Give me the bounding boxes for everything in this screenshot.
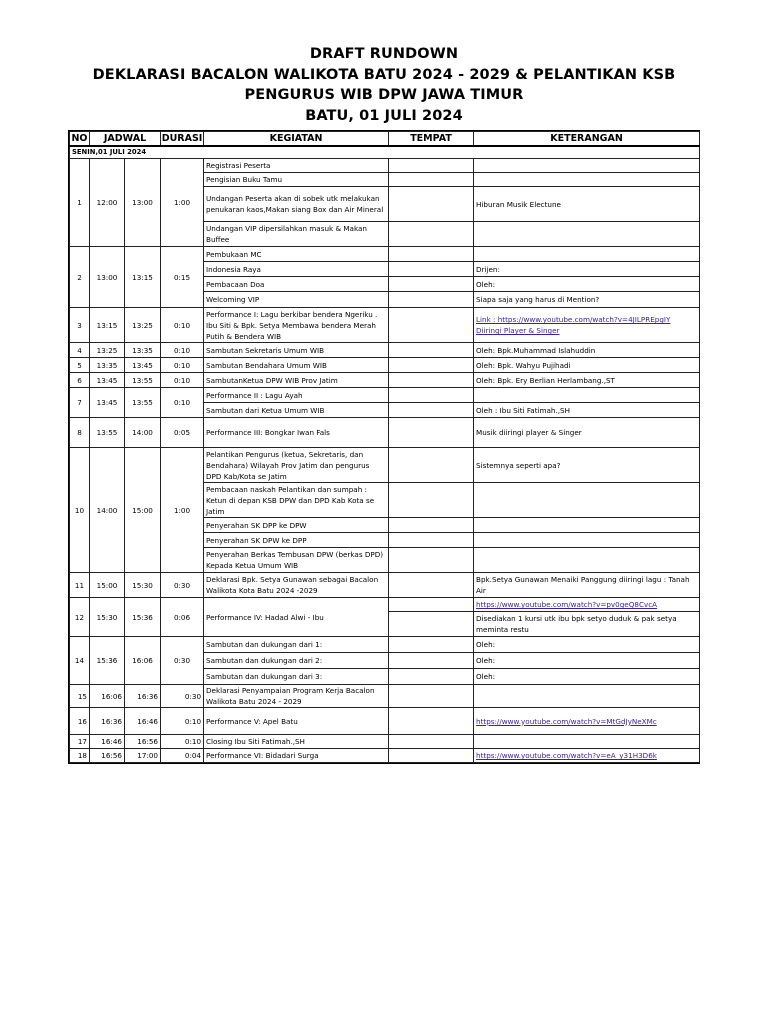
note-cell: Siapa saja yang harus di Mention? [474,292,700,308]
note-cell: Bpk.Setya Gunawan Menaiki Panggung diiringi lagu : Tanah Air [474,573,700,598]
note-cell: Disediakan 1 kursi utk ibu bpk setyo duduk & pak setya meminta restu [474,612,700,637]
title-line-1: DRAFT RUNDOWN [309,46,459,62]
table-header-row [70,132,700,147]
row-end: 13:15 [125,247,161,308]
row-start: 13:00 [90,247,125,308]
row-no: 6 [70,373,90,388]
table-row [70,388,700,403]
activity-cell: Pembukaan MC [204,247,389,262]
row-duration: 0:06 [161,598,204,637]
activity-cell: Penyerahan SK DPW ke DPP [204,533,389,548]
note-cell [474,247,700,262]
rundown-sheet [68,130,700,764]
note-cell [474,735,700,749]
note-cell: Sistemnya seperti apa? [474,448,700,483]
note-cell [474,483,700,518]
note-cell: Drijen: [474,262,700,277]
row-end: 15:36 [125,598,161,637]
activity-cell: Pengisian Buku Tamu [204,173,389,187]
row-start: 16:06 [90,685,125,708]
activity-cell: Sambutan dan dukungan dari 3: [204,669,389,685]
activity-cell: Performance IV: Hadad Alwi - Ibu [204,598,389,637]
place-cell [389,612,474,637]
note-cell [474,159,700,173]
activity-cell: Pembacaan naskah Pelantikan dan sumpah : Ketun di depan KSB DPW dan DPD Kab Kota se Jatim [204,483,389,518]
activity-cell: Performance II : Lagu Ayah [204,388,389,403]
note-cell [474,173,700,187]
note-cell: Oleh: [474,653,700,669]
place-cell [389,598,474,612]
note-cell [474,548,700,573]
row-duration: 0:30 [161,685,204,708]
table-row [70,308,700,343]
row-duration: 0:04 [161,749,204,763]
table-row [70,247,700,262]
row-no: 7 [70,388,90,418]
note-cell: Hiburan Musik Electune [474,187,700,222]
activity-cell: Indonesia Raya [204,262,389,277]
date-row [70,146,700,159]
note-cell: Oleh: Bpk. Ery Berlian Herlambang.,ST [474,373,700,388]
row-start: 12:00 [90,159,125,247]
row-end: 17:00 [125,749,161,763]
row-end: 13:55 [125,388,161,418]
place-cell [389,448,474,483]
row-end: 13:25 [125,308,161,343]
activity-cell: Sambutan dari Ketua Umum WIB [204,403,389,418]
place-cell [389,308,474,343]
row-end: 13:55 [125,373,161,388]
activity-cell: SambutanKetua DPW WIB Prov Jatim [204,373,389,388]
row-end: 13:00 [125,159,161,247]
row-no: 18 [70,749,90,763]
place-cell [389,518,474,533]
activity-cell: Pelantikan Pengurus (ketua, Sekretaris, dan Bendahara) Wilayah Prov Jatim dan pengurus DPD Kab/Kota se Jatim [204,448,389,483]
rundown-table [69,131,700,763]
row-no: 3 [70,308,90,343]
note-cell: Oleh: [474,669,700,685]
table-row [70,358,700,373]
place-cell [389,685,474,708]
place-cell [389,292,474,308]
row-start: 13:25 [90,343,125,358]
date-label: SENIN,01 JULI 2024 [70,146,700,159]
activity-cell: Sambutan Sekretaris Umum WIB [204,343,389,358]
note-cell: Oleh: [474,277,700,292]
row-start: 15:00 [90,573,125,598]
place-cell [389,222,474,247]
activity-cell: Deklarasi Penyampaian Program Kerja Bacalon Walikota Batu 2024 - 2029 [204,685,389,708]
activity-cell: Deklarasi Bpk. Setya Gunawan sebagai Bacalon Walikota Kota Batu 2024 -2029 [204,573,389,598]
note-cell: Oleh: Bpk.Muhammad Islahuddin [474,343,700,358]
note-cell [474,388,700,403]
row-no: 5 [70,358,90,373]
row-end: 16:56 [125,735,161,749]
row-duration: 0:10 [161,388,204,418]
row-end: 15:00 [125,448,161,573]
row-no: 1 [70,159,90,247]
activity-cell: Sambutan Bendahara Umum WIB [204,358,389,373]
row-end: 13:45 [125,358,161,373]
place-cell [389,735,474,749]
row-end: 16:46 [125,708,161,735]
row-duration: 1:00 [161,448,204,573]
place-cell [389,669,474,685]
row-end: 15:30 [125,573,161,598]
row-end: 16:06 [125,637,161,685]
table-row [70,637,700,653]
place-cell [389,533,474,548]
row-duration: 0:05 [161,418,204,448]
row-no: 4 [70,343,90,358]
activity-cell: Penyerahan Berkas Tembusan DPW (berkas DPD) Kepada Ketua Umum WIB [204,548,389,573]
note-cell: Oleh: Bpk. Wahyu Pujihadi [474,358,700,373]
place-cell [389,388,474,403]
place-cell [389,247,474,262]
row-start: 16:36 [90,708,125,735]
place-cell [389,637,474,653]
row-start: 15:30 [90,598,125,637]
row-no: 8 [70,418,90,448]
row-duration: 0:10 [161,308,204,343]
row-start: 16:46 [90,735,125,749]
place-cell [389,262,474,277]
place-cell [389,159,474,173]
row-no: 15 [70,685,90,708]
row-no: 14 [70,637,90,685]
table-row [70,573,700,598]
table-row [70,598,700,612]
table-row [70,708,700,735]
row-duration: 0:10 [161,343,204,358]
place-cell [389,708,474,735]
title-line-3: PENGURUS WIB DPW JAWA TIMUR [244,87,524,103]
row-duration: 0:10 [161,708,204,735]
activity-cell: Performance V: Apel Batu [204,708,389,735]
table-row [70,448,700,483]
col-header-no: NO [71,133,88,144]
col-header-kegiatan: KEGIATAN [204,132,389,147]
row-no: 17 [70,735,90,749]
place-cell [389,573,474,598]
row-no: 16 [70,708,90,735]
youtube-link[interactable]: https://www.youtube.com/watch?v=pv0geQ8CvcA [474,598,700,612]
row-start: 14:00 [90,448,125,573]
table-row [70,159,700,173]
table-row [70,749,700,763]
place-cell [389,187,474,222]
row-duration: 0:10 [161,373,204,388]
row-start: 16:56 [90,749,125,763]
place-cell [389,653,474,669]
document-title [0,44,768,126]
table-row [70,343,700,358]
place-cell [389,403,474,418]
place-cell [389,373,474,388]
row-start: 13:35 [90,358,125,373]
title-line-4: BATU, 01 JULI 2024 [305,107,463,124]
row-duration: 1:00 [161,159,204,247]
place-cell [389,749,474,763]
row-start: 13:15 [90,308,125,343]
activity-cell: Penyerahan SK DPP ke DPW [204,518,389,533]
activity-cell: Undangan Peserta akan di sobek utk melakukan penukaran kaos,Makan siang Box dan Air Mineral [204,187,389,222]
activity-cell: Registrasi Peserta [204,159,389,173]
place-cell [389,173,474,187]
place-cell [389,277,474,292]
activity-cell: Undangan VIP dipersilahkan masuk & Makan Buffee [204,222,389,247]
activity-cell: Performance I: Lagu berkibar bendera Ngeriku . Ibu Siti & Bpk. Setya Membawa bendera Merah Putih & Bendera WIB [204,308,389,343]
row-duration: 0:10 [161,358,204,373]
note-cell [474,533,700,548]
table-row [70,418,700,448]
title-line-2: DEKLARASI BACALON WALIKOTA BATU 2024 - 2029 & PELANTIKAN KSB [92,66,676,83]
activity-cell: Sambutan dan dukungan dari 2: [204,653,389,669]
row-end: 14:00 [125,418,161,448]
row-no: 12 [70,598,90,637]
place-cell [389,418,474,448]
row-end: 16:36 [125,685,161,708]
table-row [70,685,700,708]
row-duration: 0:10 [161,735,204,749]
place-cell [389,483,474,518]
row-no: 2 [70,247,90,308]
col-header-durasi: DURASI [161,133,203,144]
activity-cell: Performance III: Bongkar Iwan Fals [204,418,389,448]
table-row [70,373,700,388]
row-duration: 0:30 [161,573,204,598]
col-header-jadwal: JADWAL [90,132,161,147]
place-cell [389,548,474,573]
place-cell [389,343,474,358]
note-cell: Musik diiringi player & Singer [474,418,700,448]
row-start: 13:45 [90,388,125,418]
note-cell [474,518,700,533]
activity-cell: Welcoming VIP [204,292,389,308]
col-header-tempat: TEMPAT [389,132,474,147]
activity-cell: Pembacaan Doa [204,277,389,292]
table-row [70,735,700,749]
activity-cell: Sambutan dan dukungan dari 1: [204,637,389,653]
note-cell: Oleh: [474,637,700,653]
row-duration: 0:15 [161,247,204,308]
row-no: 11 [70,573,90,598]
activity-cell: Closing Ibu Siti Fatimah.,SH [204,735,389,749]
row-start: 15:36 [90,637,125,685]
row-end: 13:35 [125,343,161,358]
row-start: 13:55 [90,418,125,448]
youtube-link[interactable]: https://www.youtube.com/watch?v=MtGdJyNeXMc [474,708,700,735]
col-header-keterangan: KETERANGAN [474,132,700,147]
note-cell [474,685,700,708]
row-duration: 0:30 [161,637,204,685]
youtube-link[interactable]: https://www.youtube.com/watch?v=eA_y31H3D6k [474,749,700,763]
place-cell [389,358,474,373]
note-cell: Oleh : Ibu Siti Fatimah.,SH [474,403,700,418]
row-start: 13:45 [90,373,125,388]
activity-cell: Performance VI: Bidadari Surga [204,749,389,763]
note-cell [474,222,700,247]
row-no: 10 [70,448,90,573]
youtube-link[interactable]: Link : https://www.youtube.com/watch?v=4JILPREpgIY Diiringi Player & Singer [474,308,700,343]
